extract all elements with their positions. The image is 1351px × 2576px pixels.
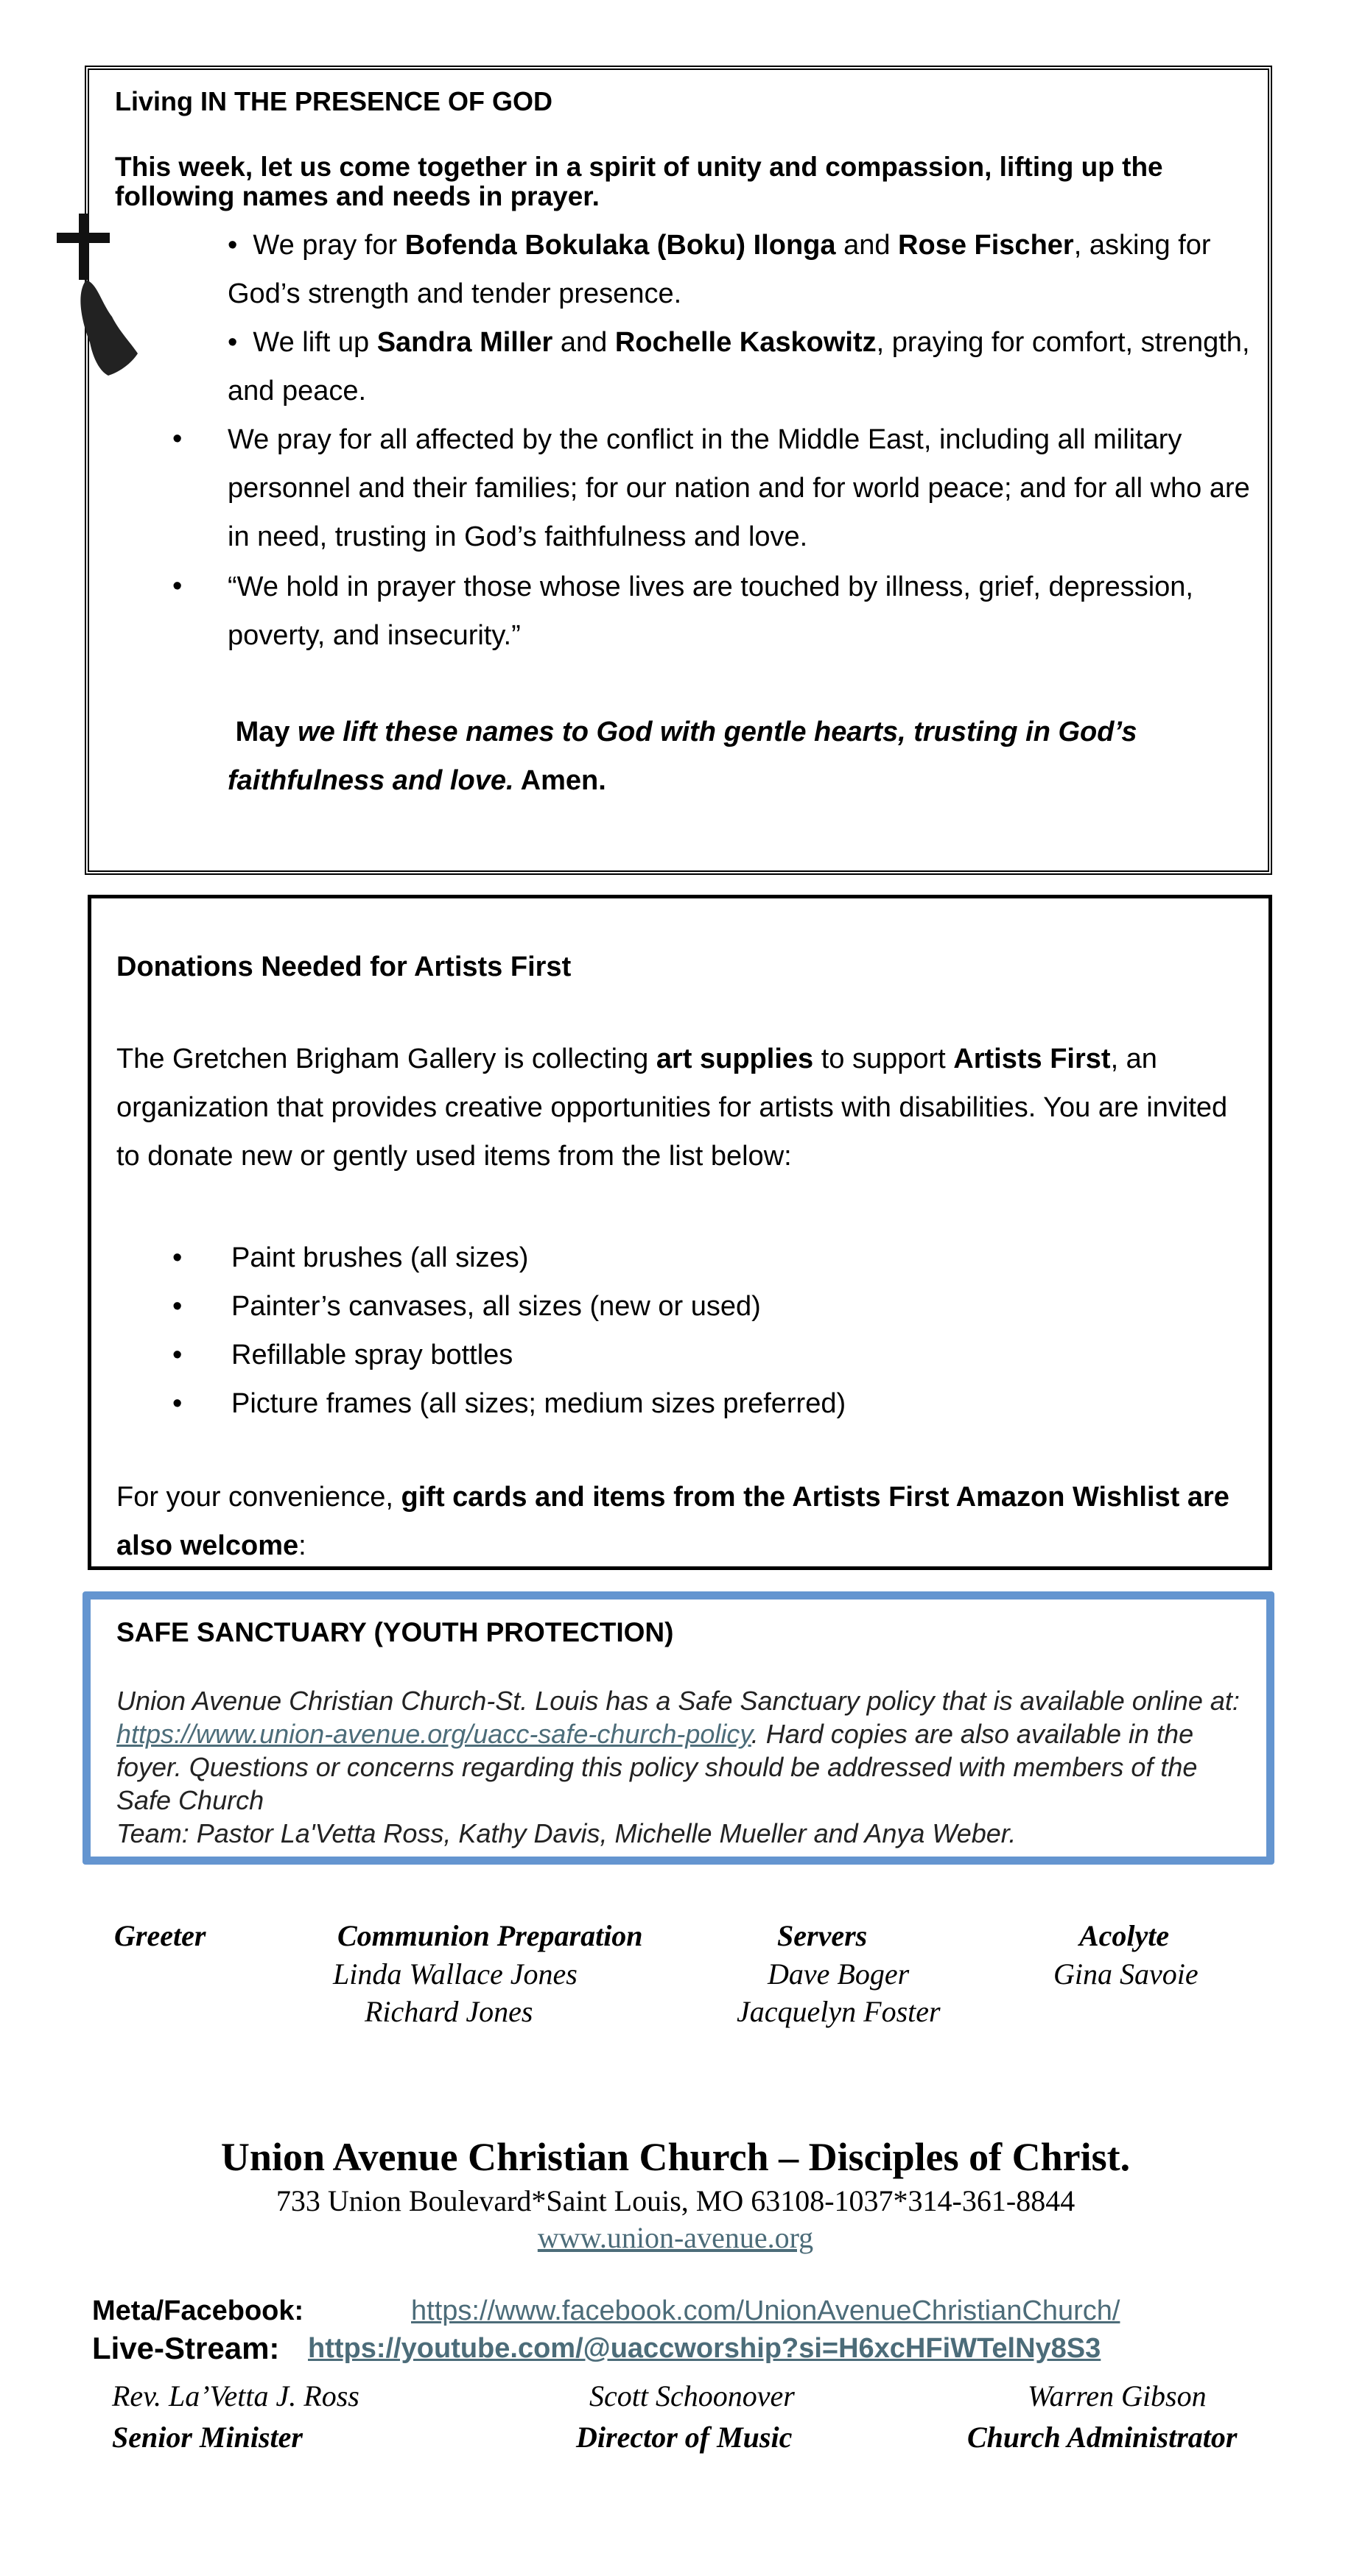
name: Sandra Miller bbox=[376, 327, 553, 358]
facebook-link[interactable]: https://www.facebook.com/UnionAvenueChristianChurch/ bbox=[411, 2295, 1120, 2326]
donations-intro bbox=[116, 1035, 1243, 1180]
staff-title: Senior Minister bbox=[112, 2421, 303, 2454]
donations-list bbox=[172, 1234, 846, 1428]
safe-title: SAFE SANCTUARY (YOUTH PROTECTION) bbox=[116, 1617, 674, 1647]
prayer-title bbox=[115, 86, 552, 117]
prayer-item-1: • We pray for Bofenda Bokulaka (Boku) Ilonga and Rose Fischer, asking for God’s strength and tender presence. bbox=[228, 230, 1211, 309]
server-name: Dave Boger bbox=[768, 1957, 910, 1991]
staff-name: Warren Gibson bbox=[1028, 2379, 1207, 2413]
t: gift cards and items from the Artists First Amazon Wishlist are also welcome bbox=[116, 1482, 1229, 1561]
safe-text bbox=[116, 1684, 1251, 1850]
prayer-intro: This week, let us come together in a spirit of unity and compassion, lifting up the following names and needs in prayer. bbox=[115, 152, 1163, 211]
greeter-label: Greeter bbox=[114, 1919, 206, 1952]
staff-name: Rev. La’Vetta J. Ross bbox=[112, 2379, 359, 2413]
church-address: 733 Union Boulevard*Saint Louis, MO 63108-1037*314-361-8844 bbox=[276, 2184, 1075, 2217]
list-item: • Refillable spray bottles bbox=[172, 1340, 513, 1370]
t: and bbox=[835, 230, 899, 261]
t: May bbox=[235, 717, 298, 747]
safe-sanctuary-section bbox=[83, 1591, 1274, 1865]
t: : bbox=[298, 1530, 306, 1561]
communion-name: Linda Wallace Jones bbox=[333, 1957, 578, 1991]
title-plain: Living bbox=[115, 86, 200, 116]
prayer-item-4: “We hold in prayer those whose lives are touched by illness, grief, depression, poverty, and insecurity.” bbox=[228, 571, 1193, 651]
t: art supplies bbox=[656, 1044, 814, 1074]
name: Rose Fischer bbox=[898, 230, 1074, 261]
t: . Hard copies are also available in the foyer. Questions or concerns regarding this policy should be addressed with members of the Safe Church bbox=[116, 1719, 1198, 1815]
acolyte-label: Acolyte bbox=[1079, 1919, 1170, 1952]
server-name: Jacquelyn Foster bbox=[737, 1995, 941, 2028]
staff-title: Director of Music bbox=[576, 2421, 793, 2454]
t: We lift up bbox=[253, 327, 377, 358]
t: Union Avenue Christian Church-St. Louis has a Safe Sanctuary policy that is available online at: bbox=[116, 1686, 1240, 1716]
facebook-label: Meta/Facebook: bbox=[92, 2295, 304, 2326]
communion-label: Communion Preparation bbox=[337, 1919, 643, 1952]
church-name: Union Avenue Christian Church – Disciples of Christ. bbox=[220, 2135, 1131, 2179]
t: Painter’s canvases, all sizes (new or used) bbox=[231, 1291, 761, 1322]
prayer-item-3: We pray for all affected by the conflict in the Middle East, including all military personnel and their families; for our nation and for world peace; and for all who are in need, trusting in God’s faithfulness and love. bbox=[228, 424, 1250, 552]
servers-label: Servers bbox=[777, 1919, 868, 1952]
bullet: • bbox=[172, 423, 183, 454]
communion-name: Richard Jones bbox=[365, 1995, 533, 2028]
t: and bbox=[552, 327, 615, 358]
t: Picture frames (all sizes; medium sizes preferred) bbox=[231, 1388, 846, 1419]
t: Paint brushes (all sizes) bbox=[231, 1242, 529, 1273]
donations-title: Donations Needed for Artists First bbox=[116, 951, 572, 982]
acolyte-name: Gina Savoie bbox=[1053, 1957, 1199, 1991]
prayer-section bbox=[85, 66, 1272, 875]
name: Bofenda Bokulaka (Boku) Ilonga bbox=[404, 230, 836, 261]
t: , praying for comfort, strength, and peace. bbox=[228, 327, 1250, 407]
prayer-closing bbox=[228, 708, 1185, 805]
list-item: • Picture frames (all sizes; medium sizes preferred) bbox=[172, 1388, 846, 1419]
safe-policy-link[interactable]: https://www.union-avenue.org/uacc-safe-church-policy bbox=[116, 1719, 751, 1749]
livestream-link[interactable]: https://youtube.com/@uaccworship?si=H6xcHFiWTelNy8S3 bbox=[308, 2333, 1101, 2364]
t: The Gretchen Brigham Gallery is collecting bbox=[116, 1044, 656, 1074]
t: we lift these names to God with gentle hearts, trusting in God’s faithfulness and love. bbox=[228, 717, 1137, 796]
praying-hands-cross-icon bbox=[57, 214, 152, 383]
title-bold: IN THE PRESENCE OF GOD bbox=[200, 86, 553, 116]
donations-footer bbox=[116, 1473, 1243, 1570]
t: For your convenience, bbox=[116, 1482, 401, 1513]
t: to support bbox=[813, 1044, 954, 1074]
safe-team: Team: Pastor La'Vetta Ross, Kathy Davis, Michelle Mueller and Anya Weber. bbox=[116, 1818, 1017, 1848]
bullet: • bbox=[172, 571, 183, 602]
list-item: • Painter’s canvases, all sizes (new or used) bbox=[172, 1291, 761, 1322]
list-item: • Paint brushes (all sizes) bbox=[172, 1242, 529, 1273]
prayer-item-2: • We lift up Sandra Miller and Rochelle Kaskowitz, praying for comfort, strength, and peace. bbox=[228, 327, 1250, 407]
church-website-container bbox=[0, 2220, 1351, 2255]
t: , asking for God’s strength and tender presence. bbox=[228, 230, 1211, 309]
t: We pray for bbox=[253, 230, 405, 261]
donations-section bbox=[88, 895, 1272, 1570]
t: Amen. bbox=[513, 765, 606, 796]
livestream-label: Live-Stream: bbox=[92, 2331, 280, 2365]
staff-title: Church Administrator bbox=[967, 2421, 1238, 2454]
t: , an organization that provides creative opportunities for artists with disabilities. You are invited to donate new or gently used items from the list below: bbox=[116, 1044, 1228, 1172]
t: Refillable spray bottles bbox=[231, 1340, 513, 1370]
staff-name: Scott Schoonover bbox=[589, 2379, 795, 2413]
name: Rochelle Kaskowitz bbox=[614, 327, 877, 358]
t: Artists First bbox=[953, 1044, 1111, 1074]
church-website-link[interactable]: www.union-avenue.org bbox=[537, 2221, 814, 2254]
